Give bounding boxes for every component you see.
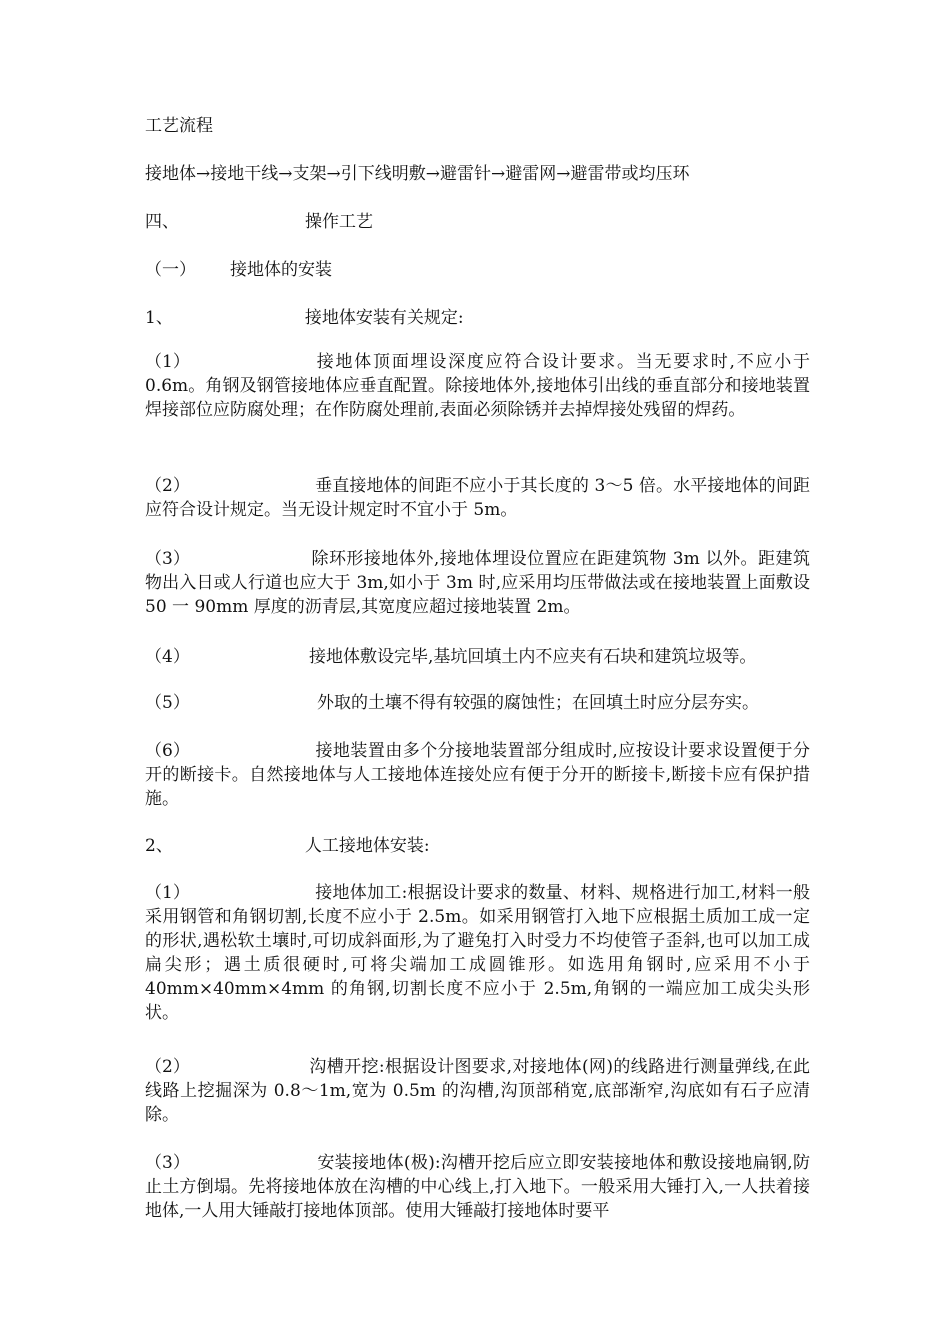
section-number: 四、 — [145, 212, 179, 232]
process-flow-chain: 接地体→接地干线→支架→引下线明敷→避雷针→避雷网→避雷带或均压环 — [145, 164, 690, 184]
item-title: 人工接地体安装: — [304, 836, 430, 856]
heading-process-flow: 工艺流程 — [145, 116, 213, 136]
clause-paragraph — [145, 691, 810, 715]
clause-number: （1） — [145, 352, 190, 372]
item-heading — [145, 306, 464, 330]
subsection-heading — [145, 258, 332, 282]
clause-text: 沟槽开挖:根据设计图要求,对接地体(网)的线路进行测量弹线,在此线路上挖掘深为 0.8～1m,宽为 0.5m 的沟槽,沟顶部稍宽,底部渐窄,沟底如有石子应清除。 — [145, 1057, 810, 1125]
clause-paragraph — [145, 474, 810, 522]
subsection-title: 接地体的安装 — [230, 260, 332, 280]
clause-text: 除环形接地体外,接地体埋设位置应在距建筑物 3m 以外。距建筑物出入日或人行道也应大于 3m,如小于 3m 时,应采用均压带做法或在接地装置上面敷设 50 一 90mm 厚度的沥青层,其宽度应超过接地装置 2m。 — [145, 549, 810, 617]
clause-number: （5） — [145, 693, 190, 713]
item-number: 2、 — [145, 836, 173, 856]
clause-text: 接地体敷设完毕,基坑回填土内不应夹有石块和建筑垃圾等。 — [309, 647, 757, 667]
clause-number: （3） — [145, 549, 190, 569]
clause-paragraph — [145, 645, 810, 669]
clause-paragraph — [145, 1055, 810, 1127]
clause-number: （6） — [145, 741, 190, 761]
item-number: 1、 — [145, 308, 173, 328]
clause-number: （2） — [145, 1057, 190, 1077]
clause-text: 安装接地体(极):沟槽开挖后应立即安装接地体和敷设接地扁钢,防止土方倒塌。先将接地体放在沟槽的中心线上,打入地下。一般采用大锤打入,一人扶着接地体,一人用大锤敲打接地体顶部。使用大锤敲打接地体时要平 — [145, 1153, 810, 1221]
section-title: 操作工艺 — [305, 212, 373, 232]
clause-text: 接地体顶面埋设深度应符合设计要求。当无要求时,不应小于 0.6m。角钢及钢管接地体应垂直配置。除接地体外,接地体引出线的垂直部分和接地装置焊接部位应防腐处理；在作防腐处理前,表面必须除锈并去掉焊接处残留的焊药。 — [145, 352, 810, 420]
clause-number: （2） — [145, 476, 190, 496]
clause-text: 接地装置由多个分接地装置部分组成时,应按设计要求设置便于分开的断接卡。自然接地体与人工接地体连接处应有便于分开的断接卡,断接卡应有保护措施。 — [145, 741, 810, 809]
clause-paragraph — [145, 1151, 810, 1223]
clause-text: 垂直接地体的间距不应小于其长度的 3～5 倍。水平接地体的间距应符合设计规定。当无设计规定时不宜小于 5m。 — [145, 476, 810, 520]
clause-number: （4） — [145, 647, 190, 667]
clause-text: 接地体加工:根据设计要求的数量、材料、规格进行加工,材料一般采用钢管和角钢切割,长度不应小于 2.5m。如采用钢管打入地下应根据土质加工成一定的形状,遇松软土壤时,可切成斜面形,为了避兔打入时受力不均使管子歪斜,也可以加工成扁尖形；遇土质很硬时,可将尖端加工成圆锥形。如选用角钢时,应采用不小于 40mm×40mm×4mm 的角钢,切割长度不应小于 2.5m,角钢的一端应加工成尖头形状。 — [145, 883, 810, 1023]
clause-paragraph — [145, 739, 810, 811]
item-title: 接地体安装有关规定: — [304, 308, 464, 328]
clause-text: 外取的土壤不得有较强的腐蚀性；在回填土时应分层夯实。 — [317, 693, 759, 713]
section-heading — [145, 210, 373, 234]
item-heading — [145, 834, 430, 858]
clause-number: （3） — [145, 1153, 190, 1173]
clause-paragraph — [145, 547, 810, 619]
clause-paragraph — [145, 881, 810, 1025]
clause-number: （1） — [145, 883, 190, 903]
clause-paragraph — [145, 350, 810, 422]
subsection-number: （一） — [145, 260, 196, 280]
